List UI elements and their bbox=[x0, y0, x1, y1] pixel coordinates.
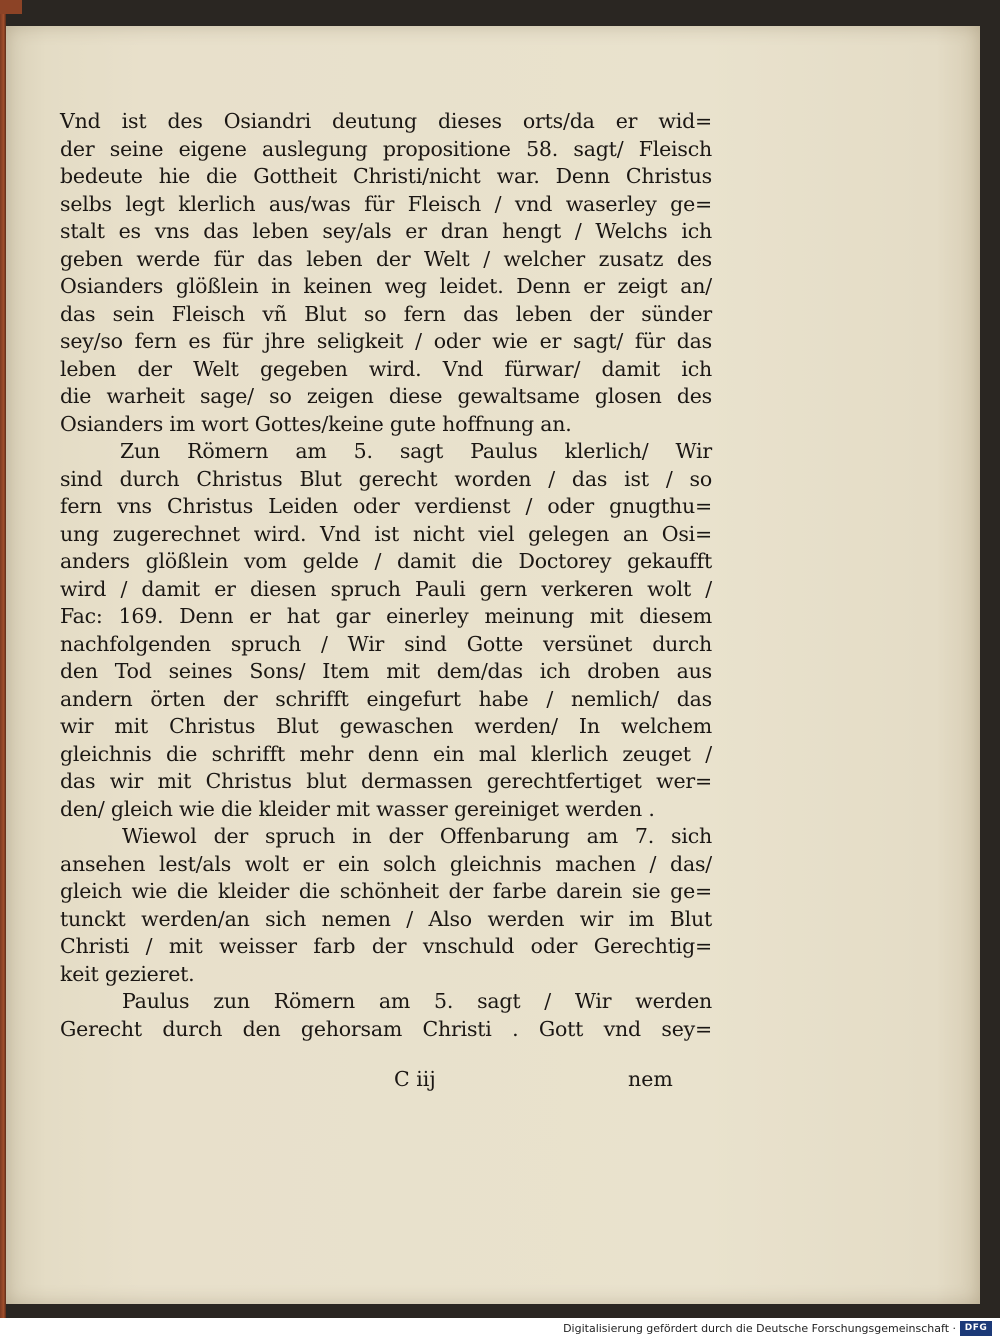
text-line: andern örten der schrifft eingefurt habe / nemlich/ das bbox=[60, 686, 712, 711]
text-line: keit gezieret. bbox=[60, 961, 195, 986]
text-line: bedeute hie die Gottheit Christi/nicht war. Denn Christus bbox=[60, 164, 712, 188]
text-line: den Tod seines Sons/ Item mit dem/das ich droben aus bbox=[60, 659, 712, 683]
text-line: leben der Welt gegeben wird. Vnd fürwar/ damit ich bbox=[60, 356, 712, 381]
paragraph-start-line: Wiewol der spruch in der Offenbarung am 7. sich bbox=[122, 824, 712, 848]
text-line: Christi / mit weisser farb der vnschuld oder Gerechtig= bbox=[60, 934, 712, 958]
text-line: geben werde für das leben der Welt / welcher zusatz des bbox=[60, 246, 712, 271]
text-line: der seine eigene auslegung propositione 58. sagt/ Fleisch bbox=[60, 136, 712, 161]
text-line: gleich wie die kleider die schönheit der farbe darein sie ge= bbox=[60, 879, 712, 903]
text-line: die warheit sage/ so zeigen diese gewaltsame glosen des bbox=[60, 384, 712, 408]
text-line: ung zugerechnet wird. Vnd ist nicht viel gelegen an Osi= bbox=[60, 521, 712, 546]
paragraph-start-line: Zun Römern am 5. sagt Paulus klerlich/ Wir bbox=[120, 439, 712, 463]
text-line: Fac: 169. Denn er hat gar einerley meinung mit diesem bbox=[60, 604, 712, 628]
text-line: sey/so fern es für jhre seligkeit / oder wie er sagt/ für das bbox=[60, 329, 712, 353]
text-line: sind durch Christus Blut gerecht worden / das ist / so bbox=[60, 466, 712, 491]
text-line: Gerecht durch den gehorsam Christi . Gott vnd sey= bbox=[60, 1016, 712, 1041]
text-line: den/ gleich wie die kleider mit wasser gereiniget werden . bbox=[60, 796, 655, 821]
text-line: wird / damit er diesen spruch Pauli gern verkeren wolt / bbox=[60, 576, 712, 601]
text-line: das sein Fleisch vñ Blut so fern das leben der sünder bbox=[60, 301, 712, 326]
text-line: ansehen lest/als wolt er ein solch gleichnis machen / das/ bbox=[60, 851, 712, 876]
paragraph-start-line: Paulus zun Römern am 5. sagt / Wir werden bbox=[122, 989, 712, 1013]
text-line: das wir mit Christus blut dermassen gerechtfertiget wer= bbox=[60, 769, 712, 793]
text-line: Osianders glößlein in keinen weg leidet. Denn er zeigt an/ bbox=[60, 274, 712, 298]
text-line: anders glößlein vom gelde / damit die Doctorey gekaufft bbox=[60, 549, 712, 573]
page-text-block bbox=[60, 108, 712, 1043]
funding-credit: Digitalisierung gefördert durch die Deutsche Forschungsgemeinschaft · bbox=[563, 1322, 956, 1335]
text-line: Osianders im wort Gottes/keine gute hoffnung an. bbox=[60, 411, 572, 436]
page-footer-line bbox=[54, 1065, 706, 1093]
text-line: gleichnis die schrifft mehr denn ein mal klerlich zeuget / bbox=[60, 741, 712, 766]
dfg-logo-icon: DFG bbox=[960, 1321, 992, 1336]
text-line: Vnd ist des Osiandri deutung dieses orts/da er wid= bbox=[60, 109, 712, 133]
signature-mark: C iij bbox=[394, 1067, 436, 1091]
text-line: stalt es vns das leben sey/als er dran hengt / Welchs ich bbox=[60, 219, 712, 243]
text-line: tunckt werden/an sich nemen / Also werden wir im Blut bbox=[60, 906, 712, 931]
book-binding-corner bbox=[0, 0, 22, 14]
text-line: nachfolgenden spruch / Wir sind Gotte versünet durch bbox=[60, 631, 712, 656]
text-line: fern vns Christus Leiden oder verdienst / oder gnugthu= bbox=[60, 494, 712, 518]
credit-bar bbox=[0, 1318, 1000, 1340]
book-page bbox=[6, 26, 980, 1304]
text-line: selbs legt klerlich aus/was für Fleisch / vnd waserley ge= bbox=[60, 191, 712, 216]
catchword: nem bbox=[628, 1067, 673, 1091]
text-line: wir mit Christus Blut gewaschen werden/ In welchem bbox=[60, 714, 712, 738]
